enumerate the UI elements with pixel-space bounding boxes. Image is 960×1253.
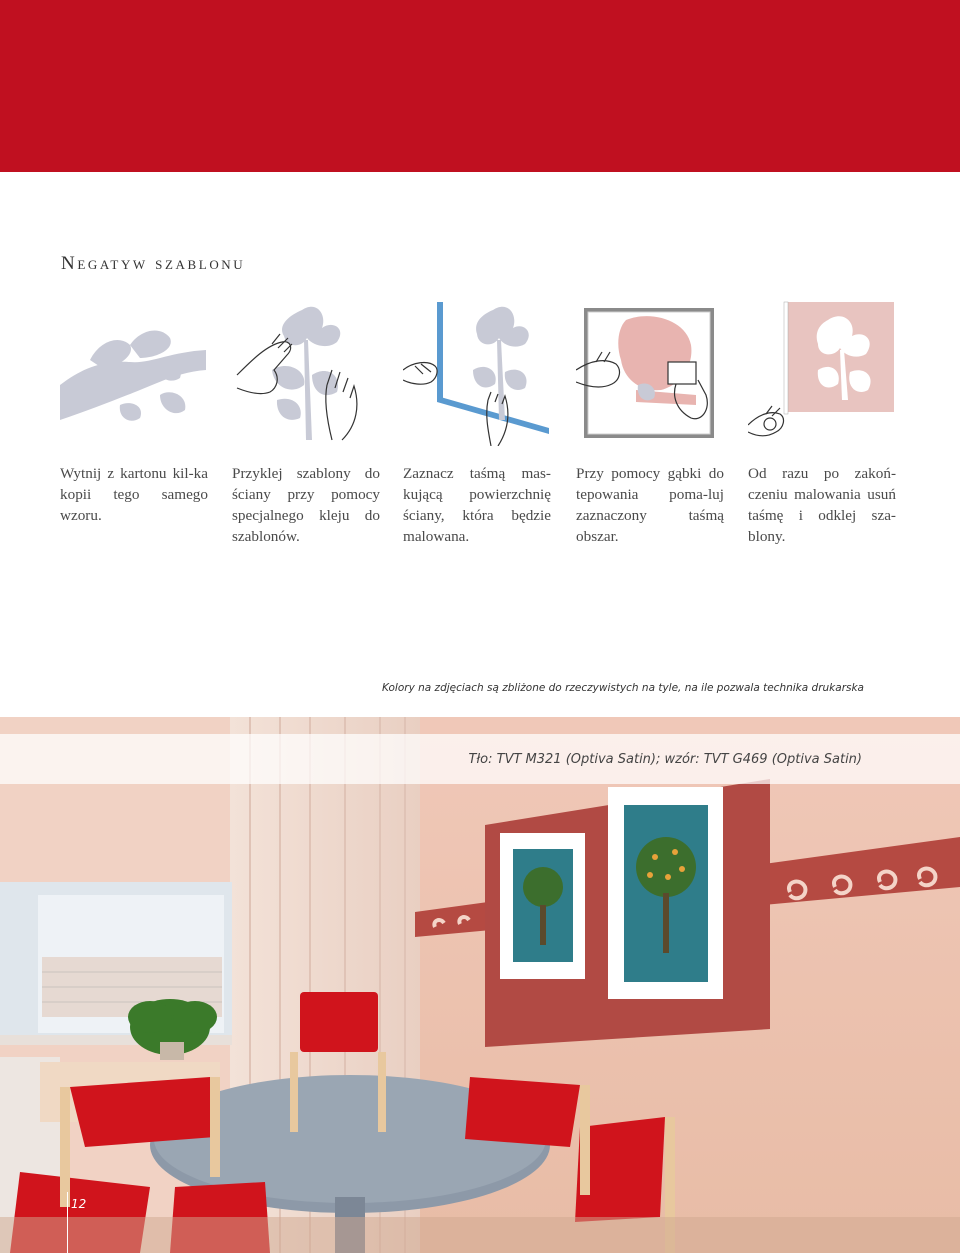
- steps-row: [0, 300, 960, 560]
- section-title: Negatyw szablonu: [61, 253, 246, 274]
- peeling-stencil-illustration: [748, 300, 894, 446]
- color-disclaimer-text: Kolory na zdjęciach są zbliżone do rzeczywistych na tyle, na ile pozwala technika drukarska: [381, 682, 864, 694]
- step-3: [403, 300, 551, 547]
- step-5-text: Od razu po zakoń-czeniu malowania usuń taśmę i odklej sza-blony.: [748, 465, 896, 545]
- sponge-painting-illustration: [576, 300, 722, 446]
- step-3-text: Zaznacz taśmą mas-kującą powierzchnię ściany, która będzie malowana.: [403, 465, 551, 545]
- step-4: [576, 300, 724, 547]
- step-2: [232, 300, 380, 547]
- page-number-rule: [67, 1192, 68, 1253]
- stencil-cutout-illustration: [60, 300, 206, 446]
- gluing-stencil-illustration: [232, 300, 378, 446]
- step-4-text: Przy pomocy gąbki do tepowania poma-luj zaznaczony taśmą obszar.: [576, 465, 724, 545]
- step-2-text: Przyklej szablony do ściany przy pomocy specjalnego kleju do szablonów.: [232, 465, 380, 545]
- masking-tape-illustration: [403, 300, 549, 446]
- room-photo: [0, 717, 960, 1253]
- step-1: [60, 300, 208, 526]
- room-photo-image: [0, 717, 960, 1253]
- photo-caption: Tło: TVT M321 (Optiva Satin); wzór: TVT G469 (Optiva Satin): [468, 752, 862, 767]
- step-1-text: Wytnij z kartonu kil-ka kopii tego samego wzoru.: [60, 465, 208, 524]
- page-number: 12: [71, 1197, 87, 1211]
- header-red-band: [0, 0, 960, 172]
- step-5: [748, 300, 896, 547]
